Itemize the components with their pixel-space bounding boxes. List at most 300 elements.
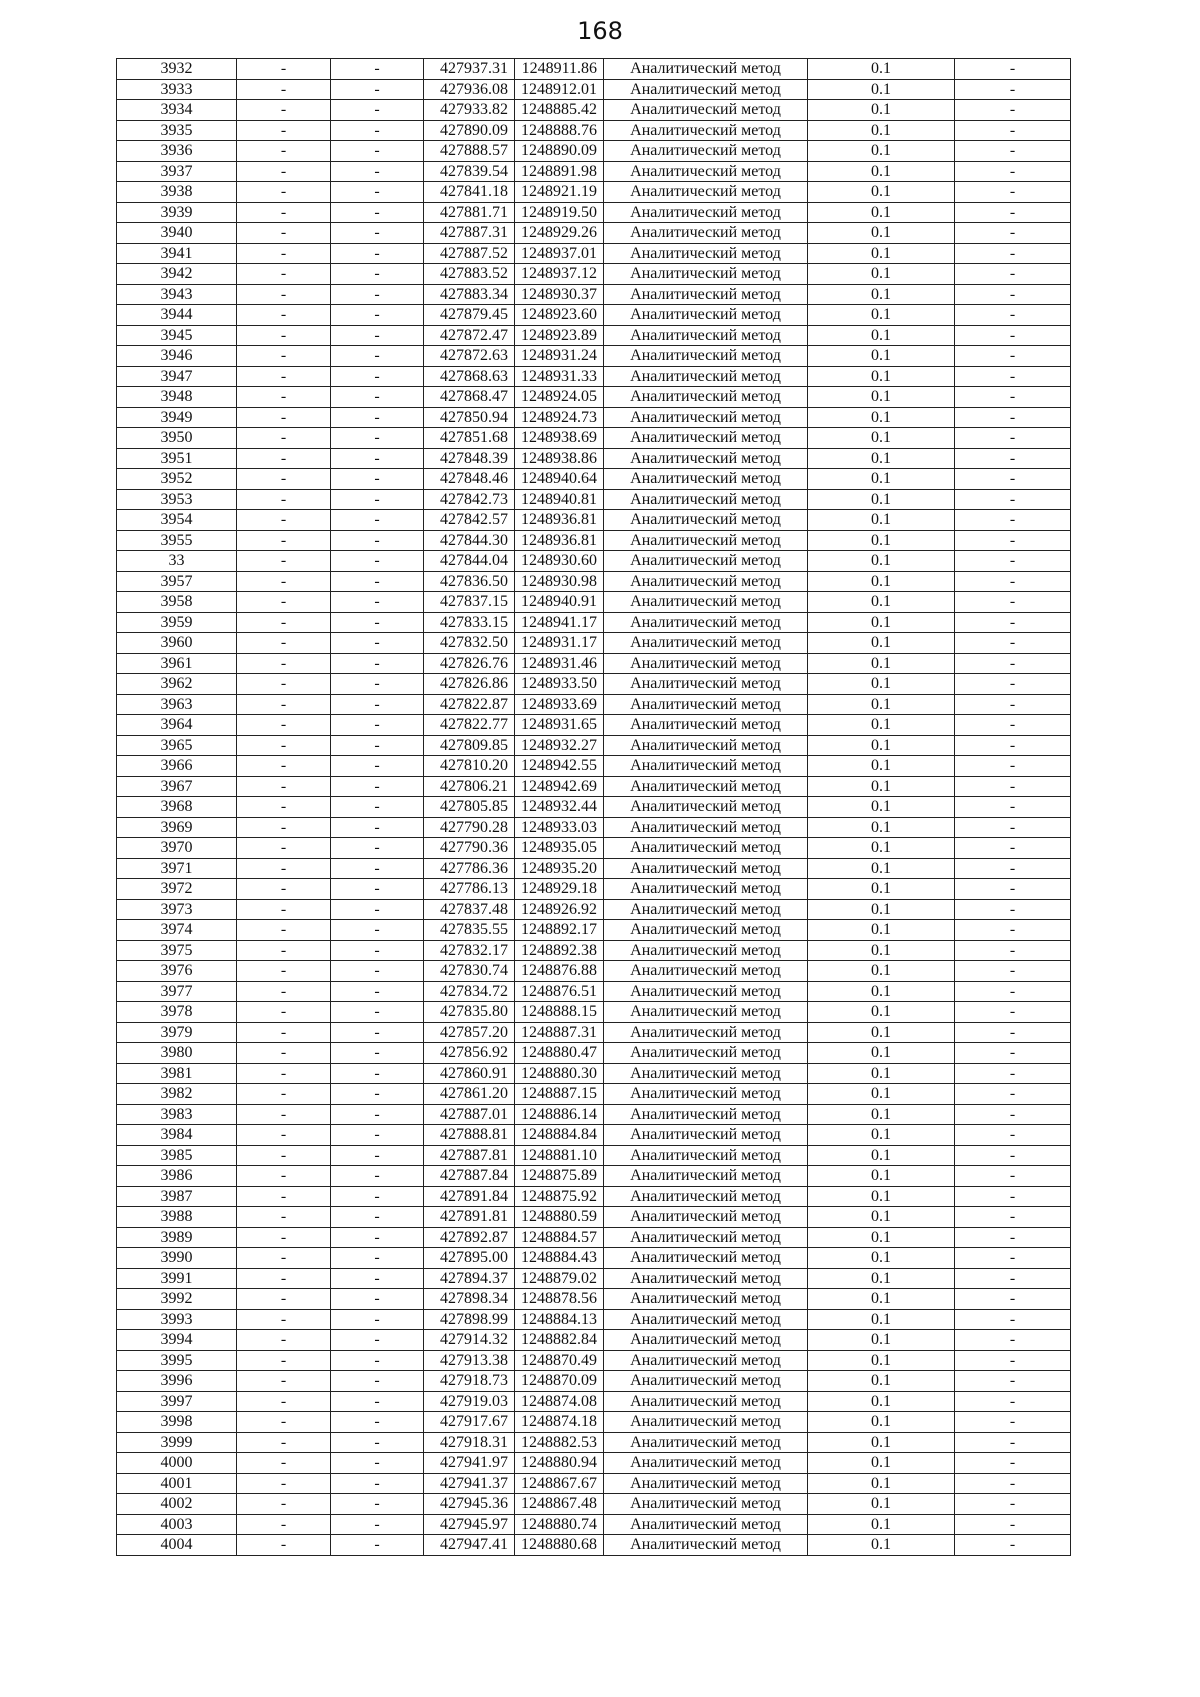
- cell-col2: -: [237, 674, 331, 695]
- point-number: 3935: [117, 120, 237, 141]
- cell-col2: -: [237, 981, 331, 1002]
- method: Аналитический метод: [604, 1330, 808, 1351]
- coord-x: 427790.36: [424, 838, 515, 859]
- accuracy: 0.1: [808, 940, 955, 961]
- coord-x: 427933.82: [424, 100, 515, 121]
- point-number: 4001: [117, 1473, 237, 1494]
- coord-y: 1248937.01: [515, 243, 604, 264]
- accuracy: 0.1: [808, 59, 955, 80]
- cell-col2: -: [237, 653, 331, 674]
- cell-col8: -: [955, 961, 1071, 982]
- cell-col2: -: [237, 1063, 331, 1084]
- method: Аналитический метод: [604, 715, 808, 736]
- accuracy: 0.1: [808, 1330, 955, 1351]
- method: Аналитический метод: [604, 1043, 808, 1064]
- point-number: 3994: [117, 1330, 237, 1351]
- cell-col2: -: [237, 571, 331, 592]
- table-row: [117, 1350, 1071, 1371]
- accuracy: 0.1: [808, 448, 955, 469]
- coord-y: 1248887.31: [515, 1022, 604, 1043]
- coord-x: 427868.63: [424, 366, 515, 387]
- point-number: 3999: [117, 1432, 237, 1453]
- accuracy: 0.1: [808, 879, 955, 900]
- cell-col8: -: [955, 120, 1071, 141]
- cell-col8: -: [955, 387, 1071, 408]
- coord-x: 427947.41: [424, 1535, 515, 1556]
- coord-y: 1248874.08: [515, 1391, 604, 1412]
- accuracy: 0.1: [808, 1002, 955, 1023]
- point-number: 33: [117, 551, 237, 572]
- cell-col8: -: [955, 817, 1071, 838]
- coord-x: 427872.63: [424, 346, 515, 367]
- coord-y: 1248940.81: [515, 489, 604, 510]
- coord-y: 1248924.05: [515, 387, 604, 408]
- table-row: [117, 1166, 1071, 1187]
- cell-col8: -: [955, 510, 1071, 531]
- point-number: 3948: [117, 387, 237, 408]
- method: Аналитический метод: [604, 428, 808, 449]
- accuracy: 0.1: [808, 1391, 955, 1412]
- cell-col2: -: [237, 797, 331, 818]
- point-number: 3982: [117, 1084, 237, 1105]
- table-row: [117, 1535, 1071, 1556]
- point-number: 3938: [117, 182, 237, 203]
- cell-col2: -: [237, 469, 331, 490]
- cell-col3: -: [331, 530, 424, 551]
- cell-col3: -: [331, 305, 424, 326]
- table-row: [117, 776, 1071, 797]
- coord-x: 427834.72: [424, 981, 515, 1002]
- cell-col8: -: [955, 1145, 1071, 1166]
- cell-col2: -: [237, 756, 331, 777]
- coord-x: 427839.54: [424, 161, 515, 182]
- table-row: [117, 469, 1071, 490]
- point-number: 3977: [117, 981, 237, 1002]
- table-row: [117, 59, 1071, 80]
- cell-col8: -: [955, 346, 1071, 367]
- coord-y: 1248870.49: [515, 1350, 604, 1371]
- cell-col3: -: [331, 243, 424, 264]
- coord-x: 427918.73: [424, 1371, 515, 1392]
- accuracy: 0.1: [808, 715, 955, 736]
- cell-col2: -: [237, 612, 331, 633]
- accuracy: 0.1: [808, 1063, 955, 1084]
- method: Аналитический метод: [604, 735, 808, 756]
- coord-x: 427945.36: [424, 1494, 515, 1515]
- cell-col3: -: [331, 776, 424, 797]
- accuracy: 0.1: [808, 1371, 955, 1392]
- method: Аналитический метод: [604, 858, 808, 879]
- cell-col2: -: [237, 817, 331, 838]
- point-number: 3989: [117, 1227, 237, 1248]
- cell-col2: -: [237, 551, 331, 572]
- cell-col8: -: [955, 182, 1071, 203]
- cell-col3: -: [331, 1289, 424, 1310]
- accuracy: 0.1: [808, 387, 955, 408]
- coord-x: 427937.31: [424, 59, 515, 80]
- coord-x: 427806.21: [424, 776, 515, 797]
- table-row: [117, 325, 1071, 346]
- coord-y: 1248942.55: [515, 756, 604, 777]
- accuracy: 0.1: [808, 633, 955, 654]
- point-number: 3933: [117, 79, 237, 100]
- accuracy: 0.1: [808, 592, 955, 613]
- cell-col3: -: [331, 735, 424, 756]
- table-row: [117, 1002, 1071, 1023]
- coord-x: 427850.94: [424, 407, 515, 428]
- cell-col2: -: [237, 448, 331, 469]
- coord-y: 1248911.86: [515, 59, 604, 80]
- point-number: 3966: [117, 756, 237, 777]
- point-number: 4004: [117, 1535, 237, 1556]
- cell-col2: -: [237, 346, 331, 367]
- point-number: 3936: [117, 141, 237, 162]
- point-number: 3980: [117, 1043, 237, 1064]
- method: Аналитический метод: [604, 448, 808, 469]
- coord-y: 1248931.33: [515, 366, 604, 387]
- cell-col8: -: [955, 653, 1071, 674]
- table-row: [117, 961, 1071, 982]
- cell-col8: -: [955, 141, 1071, 162]
- method: Аналитический метод: [604, 940, 808, 961]
- point-number: 3942: [117, 264, 237, 285]
- coord-x: 427936.08: [424, 79, 515, 100]
- point-number: 3997: [117, 1391, 237, 1412]
- table-row: [117, 182, 1071, 203]
- point-number: 3991: [117, 1268, 237, 1289]
- cell-col2: -: [237, 940, 331, 961]
- point-number: 4002: [117, 1494, 237, 1515]
- coord-x: 427848.46: [424, 469, 515, 490]
- cell-col8: -: [955, 940, 1071, 961]
- method: Аналитический метод: [604, 284, 808, 305]
- accuracy: 0.1: [808, 1289, 955, 1310]
- method: Аналитический метод: [604, 59, 808, 80]
- cell-col3: -: [331, 571, 424, 592]
- cell-col3: -: [331, 59, 424, 80]
- table-row: [117, 879, 1071, 900]
- coord-y: 1248938.69: [515, 428, 604, 449]
- accuracy: 0.1: [808, 612, 955, 633]
- coord-x: 427895.00: [424, 1248, 515, 1269]
- table-row: [117, 1125, 1071, 1146]
- cell-col3: -: [331, 1084, 424, 1105]
- point-number: 3963: [117, 694, 237, 715]
- coord-y: 1248930.60: [515, 551, 604, 572]
- accuracy: 0.1: [808, 1248, 955, 1269]
- cell-col8: -: [955, 1063, 1071, 1084]
- accuracy: 0.1: [808, 776, 955, 797]
- cell-col3: -: [331, 100, 424, 121]
- cell-col3: -: [331, 633, 424, 654]
- coord-y: 1248938.86: [515, 448, 604, 469]
- cell-col2: -: [237, 1391, 331, 1412]
- accuracy: 0.1: [808, 489, 955, 510]
- cell-col2: -: [237, 1002, 331, 1023]
- cell-col8: -: [955, 1289, 1071, 1310]
- method: Аналитический метод: [604, 1022, 808, 1043]
- cell-col3: -: [331, 1002, 424, 1023]
- point-number: 3937: [117, 161, 237, 182]
- point-number: 3968: [117, 797, 237, 818]
- accuracy: 0.1: [808, 797, 955, 818]
- accuracy: 0.1: [808, 1166, 955, 1187]
- method: Аналитический метод: [604, 243, 808, 264]
- cell-col3: -: [331, 1473, 424, 1494]
- cell-col2: -: [237, 1432, 331, 1453]
- cell-col3: -: [331, 202, 424, 223]
- coord-y: 1248921.19: [515, 182, 604, 203]
- coord-x: 427914.32: [424, 1330, 515, 1351]
- cell-col3: -: [331, 1145, 424, 1166]
- cell-col3: -: [331, 551, 424, 572]
- point-number: 3974: [117, 920, 237, 941]
- table-row: [117, 1207, 1071, 1228]
- coord-x: 427790.28: [424, 817, 515, 838]
- method: Аналитический метод: [604, 182, 808, 203]
- cell-col2: -: [237, 428, 331, 449]
- accuracy: 0.1: [808, 694, 955, 715]
- cell-col3: -: [331, 1432, 424, 1453]
- cell-col8: -: [955, 858, 1071, 879]
- accuracy: 0.1: [808, 428, 955, 449]
- coord-y: 1248867.48: [515, 1494, 604, 1515]
- coord-y: 1248884.13: [515, 1309, 604, 1330]
- coord-x: 427913.38: [424, 1350, 515, 1371]
- cell-col3: -: [331, 407, 424, 428]
- cell-col2: -: [237, 899, 331, 920]
- coord-x: 427822.77: [424, 715, 515, 736]
- accuracy: 0.1: [808, 1207, 955, 1228]
- coord-x: 427832.50: [424, 633, 515, 654]
- accuracy: 0.1: [808, 858, 955, 879]
- cell-col2: -: [237, 1043, 331, 1064]
- coord-y: 1248876.88: [515, 961, 604, 982]
- cell-col8: -: [955, 428, 1071, 449]
- coord-y: 1248867.67: [515, 1473, 604, 1494]
- cell-col3: -: [331, 1104, 424, 1125]
- coord-x: 427941.97: [424, 1453, 515, 1474]
- table-row: [117, 1063, 1071, 1084]
- cell-col8: -: [955, 756, 1071, 777]
- accuracy: 0.1: [808, 325, 955, 346]
- table-row: [117, 1186, 1071, 1207]
- cell-col3: -: [331, 325, 424, 346]
- cell-col3: -: [331, 653, 424, 674]
- cell-col8: -: [955, 1535, 1071, 1556]
- coord-x: 427892.87: [424, 1227, 515, 1248]
- coord-y: 1248875.89: [515, 1166, 604, 1187]
- coord-y: 1248882.53: [515, 1432, 604, 1453]
- cell-col2: -: [237, 489, 331, 510]
- method: Аналитический метод: [604, 1084, 808, 1105]
- point-number: 3976: [117, 961, 237, 982]
- coord-y: 1248930.98: [515, 571, 604, 592]
- accuracy: 0.1: [808, 346, 955, 367]
- coord-y: 1248931.24: [515, 346, 604, 367]
- accuracy: 0.1: [808, 571, 955, 592]
- cell-col2: -: [237, 1022, 331, 1043]
- accuracy: 0.1: [808, 141, 955, 162]
- coord-y: 1248926.92: [515, 899, 604, 920]
- method: Аналитический метод: [604, 1535, 808, 1556]
- point-number: 4000: [117, 1453, 237, 1474]
- coord-x: 427856.92: [424, 1043, 515, 1064]
- method: Аналитический метод: [604, 1473, 808, 1494]
- accuracy: 0.1: [808, 1309, 955, 1330]
- coord-x: 427810.20: [424, 756, 515, 777]
- cell-col3: -: [331, 858, 424, 879]
- cell-col2: -: [237, 1104, 331, 1125]
- point-number: 3967: [117, 776, 237, 797]
- coord-x: 427898.34: [424, 1289, 515, 1310]
- coord-y: 1248880.47: [515, 1043, 604, 1064]
- cell-col8: -: [955, 776, 1071, 797]
- cell-col8: -: [955, 202, 1071, 223]
- table-row: [117, 797, 1071, 818]
- table-row: [117, 1473, 1071, 1494]
- cell-col3: -: [331, 1412, 424, 1433]
- cell-col2: -: [237, 776, 331, 797]
- method: Аналитический метод: [604, 1371, 808, 1392]
- table-row: [117, 940, 1071, 961]
- method: Аналитический метод: [604, 264, 808, 285]
- table-row: [117, 592, 1071, 613]
- table-row: [117, 100, 1071, 121]
- method: Аналитический метод: [604, 489, 808, 510]
- accuracy: 0.1: [808, 243, 955, 264]
- cell-col3: -: [331, 79, 424, 100]
- cell-col2: -: [237, 325, 331, 346]
- point-number: 3984: [117, 1125, 237, 1146]
- coord-y: 1248933.69: [515, 694, 604, 715]
- coord-x: 427919.03: [424, 1391, 515, 1412]
- cell-col2: -: [237, 100, 331, 121]
- coord-x: 427822.87: [424, 694, 515, 715]
- cell-col2: -: [237, 858, 331, 879]
- cell-col2: -: [237, 161, 331, 182]
- cell-col2: -: [237, 141, 331, 162]
- coord-x: 427887.31: [424, 223, 515, 244]
- coord-y: 1248884.57: [515, 1227, 604, 1248]
- method: Аналитический метод: [604, 571, 808, 592]
- coord-y: 1248929.18: [515, 879, 604, 900]
- cell-col2: -: [237, 633, 331, 654]
- cell-col8: -: [955, 797, 1071, 818]
- cell-col3: -: [331, 1309, 424, 1330]
- cell-col2: -: [237, 1514, 331, 1535]
- cell-col3: -: [331, 120, 424, 141]
- point-number: 3965: [117, 735, 237, 756]
- coord-y: 1248891.98: [515, 161, 604, 182]
- cell-col2: -: [237, 510, 331, 531]
- coord-x: 427887.81: [424, 1145, 515, 1166]
- accuracy: 0.1: [808, 981, 955, 1002]
- cell-col2: -: [237, 1125, 331, 1146]
- point-number: 3985: [117, 1145, 237, 1166]
- point-number: 3971: [117, 858, 237, 879]
- coord-x: 427805.85: [424, 797, 515, 818]
- accuracy: 0.1: [808, 1043, 955, 1064]
- point-number: 3969: [117, 817, 237, 838]
- point-number: 3952: [117, 469, 237, 490]
- point-number: 3972: [117, 879, 237, 900]
- coord-x: 427918.31: [424, 1432, 515, 1453]
- method: Аналитический метод: [604, 1104, 808, 1125]
- cell-col8: -: [955, 981, 1071, 1002]
- cell-col2: -: [237, 79, 331, 100]
- point-number: 3970: [117, 838, 237, 859]
- accuracy: 0.1: [808, 530, 955, 551]
- accuracy: 0.1: [808, 1145, 955, 1166]
- page-number: 168: [577, 17, 623, 45]
- cell-col8: -: [955, 838, 1071, 859]
- coord-y: 1248935.20: [515, 858, 604, 879]
- point-number: 3934: [117, 100, 237, 121]
- point-number: 3946: [117, 346, 237, 367]
- cell-col3: -: [331, 1207, 424, 1228]
- cell-col8: -: [955, 489, 1071, 510]
- cell-col3: -: [331, 1453, 424, 1474]
- point-number: 3940: [117, 223, 237, 244]
- method: Аналитический метод: [604, 920, 808, 941]
- cell-col2: -: [237, 1453, 331, 1474]
- coord-y: 1248870.09: [515, 1371, 604, 1392]
- table-row: [117, 735, 1071, 756]
- method: Аналитический метод: [604, 223, 808, 244]
- coord-y: 1248933.50: [515, 674, 604, 695]
- point-number: 3950: [117, 428, 237, 449]
- accuracy: 0.1: [808, 1514, 955, 1535]
- cell-col3: -: [331, 1514, 424, 1535]
- cell-col2: -: [237, 715, 331, 736]
- coord-x: 427826.86: [424, 674, 515, 695]
- method: Аналитический метод: [604, 469, 808, 490]
- point-number: 3987: [117, 1186, 237, 1207]
- table-row: [117, 284, 1071, 305]
- point-number: 3975: [117, 940, 237, 961]
- coord-y: 1248936.81: [515, 510, 604, 531]
- point-number: 3990: [117, 1248, 237, 1269]
- point-number: 3959: [117, 612, 237, 633]
- cell-col8: -: [955, 1043, 1071, 1064]
- coord-y: 1248924.73: [515, 407, 604, 428]
- cell-col8: -: [955, 284, 1071, 305]
- cell-col2: -: [237, 59, 331, 80]
- table-row: [117, 1227, 1071, 1248]
- table-row: [117, 489, 1071, 510]
- method: Аналитический метод: [604, 387, 808, 408]
- cell-col8: -: [955, 1473, 1071, 1494]
- coord-y: 1248929.26: [515, 223, 604, 244]
- cell-col8: -: [955, 59, 1071, 80]
- method: Аналитический метод: [604, 1227, 808, 1248]
- method: Аналитический метод: [604, 1248, 808, 1269]
- cell-col3: -: [331, 797, 424, 818]
- coord-x: 427883.52: [424, 264, 515, 285]
- cell-col8: -: [955, 1022, 1071, 1043]
- coord-y: 1248931.46: [515, 653, 604, 674]
- accuracy: 0.1: [808, 510, 955, 531]
- cell-col8: -: [955, 612, 1071, 633]
- accuracy: 0.1: [808, 284, 955, 305]
- cell-col8: -: [955, 1371, 1071, 1392]
- method: Аналитический метод: [604, 346, 808, 367]
- accuracy: 0.1: [808, 920, 955, 941]
- coord-x: 427887.52: [424, 243, 515, 264]
- point-number: 3962: [117, 674, 237, 695]
- table-row: [117, 530, 1071, 551]
